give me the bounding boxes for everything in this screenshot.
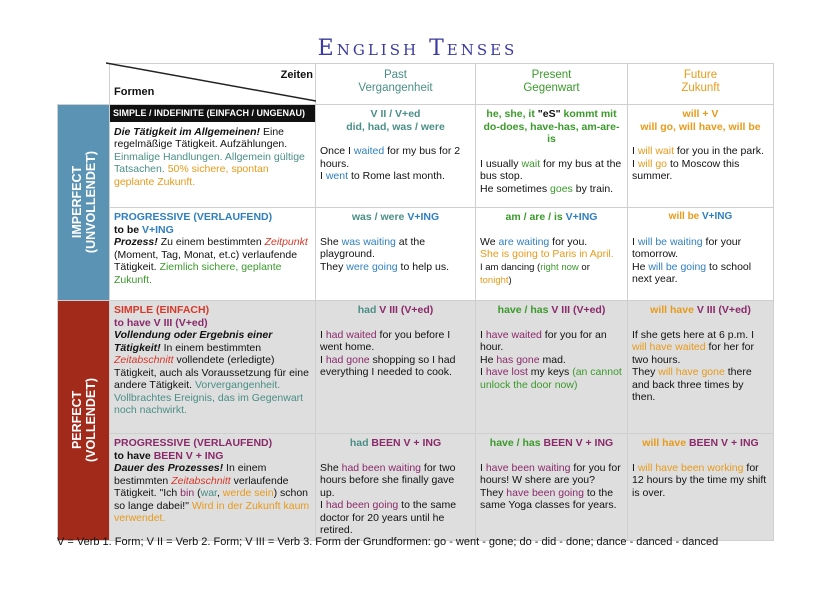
formula: BEEN V + ING xyxy=(543,437,614,449)
side-perfect xyxy=(58,301,110,541)
formula: had xyxy=(357,304,380,316)
desc-text: In einem bestimmten xyxy=(114,462,267,487)
desc-text: In einem bestimmten xyxy=(160,341,262,354)
desc-text: Die Tätigkeit im Allgemeinen! xyxy=(114,125,261,138)
future-de-label: Zukunft xyxy=(681,82,720,94)
perfect-de-label: (VOLLENDET) xyxy=(83,378,98,463)
simple-indefinite-bar: SIMPLE / INDEFINITE (EINFACH / UNGENAU) xyxy=(110,105,315,122)
example-text: He xyxy=(632,260,649,273)
example-text: waited xyxy=(353,145,385,157)
example-text: have been waiting xyxy=(485,461,571,474)
example-text: for your tomorrow. xyxy=(632,235,742,260)
example-text: for you for hours! W shere are you? xyxy=(480,461,621,486)
example-text: for her for two hours. xyxy=(632,341,754,366)
past-de-label: Vergangenheit xyxy=(358,82,433,94)
example-text: were going xyxy=(346,260,398,273)
formula: V III (V+ed) xyxy=(551,304,606,316)
example-text: will wait xyxy=(637,145,675,157)
example-text: She xyxy=(320,235,342,248)
example-text: will be waiting xyxy=(637,235,703,248)
example-text: for you. xyxy=(549,235,588,248)
example-text: I xyxy=(632,145,638,157)
desc-text: Eine regelmäßige Tätigkeit. Aufzählungen. xyxy=(114,125,288,150)
example-text: They xyxy=(320,260,347,273)
row-simple-imperfect xyxy=(58,105,774,208)
formula: am / are / is xyxy=(505,211,566,223)
example-text: shopping so I had everything I needed to cook. xyxy=(320,353,456,378)
formula: to be xyxy=(114,223,142,236)
simple-imperfect-desc xyxy=(110,105,316,208)
future-label: Future xyxy=(683,69,718,81)
example-text: I xyxy=(480,328,486,341)
desc-text: (Moment, Tag, Monat, et.c) verlaufende Tätigkeit. xyxy=(114,248,298,273)
example-text: for you for an hour. xyxy=(480,328,607,353)
example-text: to Moscow this summer. xyxy=(632,157,740,182)
example-text: will have gone xyxy=(658,366,725,378)
desc-text: ) schon so lange dabei!" xyxy=(114,487,309,512)
example-text: She xyxy=(320,461,342,474)
formula: V III (V+ed) xyxy=(696,304,751,316)
formula: will + V xyxy=(682,108,719,120)
desc-text: bin xyxy=(180,487,195,499)
desc-text: verlaufende Tätigkeit. "Ich xyxy=(114,474,289,499)
simple-imperfect-present xyxy=(476,105,628,208)
formula: BEEN V + ING xyxy=(153,449,224,462)
side-imperfect xyxy=(58,105,110,301)
row-progressive-perfect xyxy=(58,434,774,541)
page-title: English Tenses xyxy=(317,36,518,61)
desc-text: Vorvergangenheit. Vollbrachtes Ereignis, das im Gegenwart noch nachwirkt. xyxy=(114,379,304,416)
formula: V III (V+ed) xyxy=(379,304,434,316)
example-text: had been going xyxy=(325,499,399,511)
formula: to have V III (V+ed) xyxy=(114,316,208,329)
desc-text: , xyxy=(216,487,223,499)
example-text: or xyxy=(578,261,590,273)
simple-perfect-desc xyxy=(110,301,316,434)
example-text: (an cannot unlock the door now) xyxy=(480,366,622,391)
desc-text: ( xyxy=(194,487,201,499)
formula: to have xyxy=(114,449,154,462)
example-text: was waiting xyxy=(341,235,396,248)
desc-text: Einmalige Handlungen. Allgemein gültige Tatsachen. xyxy=(114,150,305,175)
example-text: for you before I went home. xyxy=(320,328,451,353)
past-label: Past xyxy=(383,69,407,81)
example-text: my keys xyxy=(527,366,573,378)
example-text: I am dancing ( xyxy=(480,261,541,273)
desc-text: Zeitpunkt xyxy=(264,236,308,248)
example-text: Once I xyxy=(320,145,354,157)
formula: had xyxy=(349,437,372,449)
desc-text: Zeitabschnitt xyxy=(171,474,231,487)
progressive-imperfect-past xyxy=(316,208,476,301)
formula: have / has xyxy=(489,437,544,449)
example-text: I xyxy=(320,499,326,511)
progressive-imperfect-present xyxy=(476,208,628,301)
example-text: had been waiting xyxy=(341,461,422,474)
formula: kommt mit xyxy=(560,108,617,120)
example-text: tonight xyxy=(480,275,509,286)
example-text: for my bus for 2 hours. xyxy=(320,145,461,170)
header-row xyxy=(58,64,774,105)
progressive-perfect-desc xyxy=(110,434,316,541)
desc-text: Prozess! xyxy=(114,236,158,248)
formula: have / has xyxy=(497,304,552,316)
header-future xyxy=(628,64,774,105)
corner-empty xyxy=(58,64,110,105)
progressive-imperfect-future xyxy=(628,208,774,301)
row-title: PROGRESSIVE (VERLAUFEND) xyxy=(114,437,273,449)
zeiten-label: Zeiten xyxy=(280,69,313,81)
perfect-label: PERFECT xyxy=(69,391,84,450)
example-text: has gone xyxy=(496,353,540,366)
formen-label: Formen xyxy=(114,86,155,98)
footer-note: V = Verb 1. Form; V II = Verb 2. Form; V III = Verb 3. Form der Grundformen: go - went - gone; do - did - done; dance - danced - danced xyxy=(57,536,719,548)
progressive-perfect-future xyxy=(628,434,774,541)
present-label: Present xyxy=(531,69,572,81)
formula: V+ING xyxy=(565,211,598,223)
simple-perfect-future xyxy=(628,301,774,434)
example-text: to help us. xyxy=(397,260,450,273)
progressive-perfect-present xyxy=(476,434,628,541)
example-text: wait xyxy=(521,157,541,170)
example-text: had gone xyxy=(325,353,370,366)
formula: will go, will have, will be xyxy=(640,120,761,133)
header-corner xyxy=(110,64,316,105)
example-text: right now xyxy=(540,261,579,273)
example-text: He sometimes xyxy=(480,182,551,195)
example-text: to Rome last month. xyxy=(348,170,445,182)
example-text: We xyxy=(480,235,499,248)
formula: BEEN V + ING xyxy=(688,437,759,449)
simple-perfect-past xyxy=(316,301,476,434)
imperfect-de-label: (UNVOLLENDET) xyxy=(83,151,98,254)
example-text: have waited xyxy=(485,328,542,341)
example-text: goes xyxy=(550,182,573,195)
example-text: for 12 hours by the time my shift is over. xyxy=(632,461,767,499)
imperfect-label: IMPERFECT xyxy=(69,166,84,239)
formula: will have xyxy=(642,437,689,449)
example-text: for you in the park. xyxy=(674,145,764,157)
present-de-label: Gegenwart xyxy=(523,82,580,94)
example-text: at the playground. xyxy=(320,235,426,260)
row-title: SIMPLE (EINFACH) xyxy=(114,304,210,316)
header-past xyxy=(316,64,476,105)
example-text: will go xyxy=(637,157,668,170)
tenses-table xyxy=(57,63,774,541)
example-text: They xyxy=(480,486,507,499)
simple-imperfect-future xyxy=(628,105,774,208)
header-present xyxy=(476,64,628,105)
example-text: I xyxy=(320,328,326,341)
row-progressive-imperfect xyxy=(58,208,774,301)
example-text: for two hours before she finally gave up. xyxy=(320,461,456,499)
desc-text: Zu einem bestimmten xyxy=(157,236,265,248)
formula: V+ING xyxy=(142,223,174,236)
example-text: are waiting xyxy=(498,235,550,248)
example-text: I xyxy=(480,366,486,378)
example-text: I xyxy=(320,170,326,182)
example-text: I usually xyxy=(480,157,522,170)
example-text: for my bus at the bus stop. xyxy=(480,157,622,182)
desc-text: Dauer des Prozesses! xyxy=(114,462,224,474)
example-text: have been going xyxy=(506,486,584,499)
formula: will be xyxy=(668,211,703,222)
example-text: by train. xyxy=(572,182,614,195)
formula: will have xyxy=(650,304,697,316)
formula: V+ING xyxy=(407,211,440,223)
formula: do-does, have-has, am-are-is xyxy=(483,120,620,145)
formula: he, she, it xyxy=(486,108,538,120)
example-text: went xyxy=(325,170,349,182)
desc-text: Zeitabschnitt xyxy=(114,354,174,366)
desc-text: werde sein xyxy=(222,487,274,499)
formula: V+ING xyxy=(702,211,733,222)
formula: BEEN V + ING xyxy=(371,437,442,449)
example-text: had waited xyxy=(325,328,377,341)
progressive-imperfect-desc xyxy=(110,208,316,301)
example-text: will have waited xyxy=(632,341,706,353)
example-text: will be going xyxy=(648,260,707,273)
formula: V II / V+ed xyxy=(370,108,421,120)
example-text: I xyxy=(632,461,638,474)
example-text: will have been working xyxy=(637,461,744,474)
example-text: I xyxy=(632,157,638,170)
example-text: to school next year. xyxy=(632,260,752,285)
example-text: She is going to Paris in April. xyxy=(480,248,614,260)
example-text: ) xyxy=(508,275,512,286)
row-title: PROGRESSIVE (VERLAUFEND) xyxy=(114,211,273,223)
progressive-perfect-past xyxy=(316,434,476,541)
example-text: I xyxy=(632,235,638,248)
formula: "eS" xyxy=(537,108,561,120)
example-text: I xyxy=(480,461,486,474)
row-simple-perfect xyxy=(58,301,774,434)
desc-text: war xyxy=(200,487,217,499)
simple-imperfect-past xyxy=(316,105,476,208)
example-text: to the same doctor for 20 years until he retired. xyxy=(320,499,457,536)
example-text: to the same Yoga classes for years. xyxy=(480,486,617,511)
formula: did, had, was / were xyxy=(346,120,445,133)
example-text: If she gets here at 6 p.m. I xyxy=(632,328,754,341)
simple-perfect-present xyxy=(476,301,628,434)
example-text: have lost xyxy=(485,366,528,378)
formula: was / were xyxy=(351,211,408,223)
example-text: They xyxy=(632,366,659,378)
desc-text: Vollendung oder Ergebnis einer Tätigkeit! xyxy=(114,329,273,354)
desc-text: vollendete (erledigte) Tätigkeit, auch als Voraussetzung für eine andere Tätigkeit. xyxy=(114,354,309,391)
desc-text: Wird in der Zukunft kaum verwendet. xyxy=(114,499,310,524)
example-text: I xyxy=(320,353,326,366)
example-text: He xyxy=(480,353,497,366)
example-text: mad. xyxy=(539,353,566,366)
desc-text: 50% sichere, spontan geplante Zukunft. xyxy=(114,163,269,188)
example-text: there and back three times by then. xyxy=(632,366,752,403)
desc-text: Ziemlich sichere, geplante Zukunft. xyxy=(114,261,282,286)
